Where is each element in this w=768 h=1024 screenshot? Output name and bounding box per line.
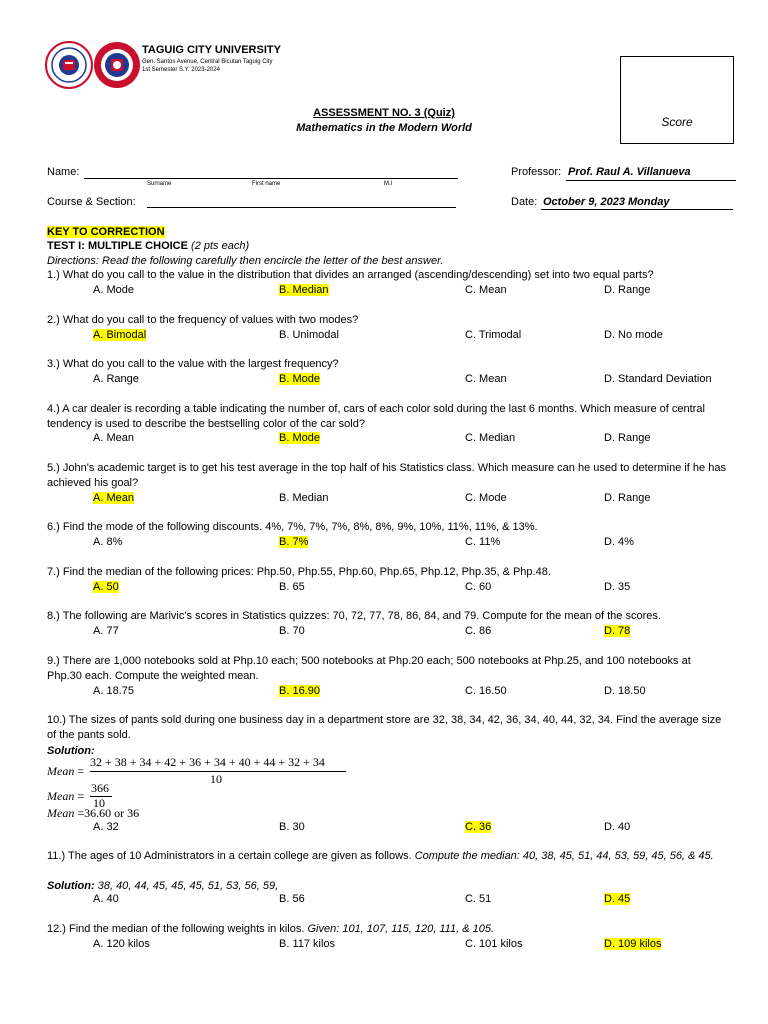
question-stem: 9.) There are 1,000 notebooks sold at Php.10 each; 500 notebooks at Php.20 each; 500 notebooks at Php.25, and 100 notebooks at Php.30 each. Compute the weighted mean. xyxy=(47,655,691,682)
option-c[interactable]: C. Mode xyxy=(465,492,507,504)
question-7-options xyxy=(0,581,768,595)
option-a[interactable]: A. 120 kilos xyxy=(93,938,150,950)
page-title: ASSESSMENT NO. 3 (Quiz) xyxy=(313,107,455,119)
option-a[interactable]: A. 40 xyxy=(93,893,119,905)
solution10-num2: 366 xyxy=(91,781,109,795)
option-a[interactable]: A. 8% xyxy=(93,536,123,548)
option-b[interactable]: B. Mode xyxy=(279,373,320,385)
option-b[interactable]: B. 30 xyxy=(279,821,305,833)
solution11-text: 38, 40, 44, 45, 45, 45, 51, 53, 56, 59, xyxy=(97,880,279,892)
page-subtitle: Mathematics in the Modern World xyxy=(296,122,472,134)
question-11-text xyxy=(47,849,727,864)
option-d[interactable]: D. 109 kilos xyxy=(604,938,662,950)
question-8-text xyxy=(47,609,727,624)
solution10-label: Solution: xyxy=(47,745,95,757)
question-11-options xyxy=(0,893,768,907)
question-3-text xyxy=(47,357,727,372)
header xyxy=(44,40,344,90)
question-12-text xyxy=(47,922,727,937)
name-field[interactable] xyxy=(84,178,458,179)
test-title: TEST I: MULTIPLE CHOICE xyxy=(47,240,188,252)
question-10-text xyxy=(47,713,727,743)
option-a[interactable]: A. 50 xyxy=(93,581,119,593)
option-b[interactable]: B. 65 xyxy=(279,581,305,593)
question-7-text xyxy=(47,565,727,580)
solution10-mean2 xyxy=(47,789,84,804)
option-b[interactable]: B. 117 kilos xyxy=(279,938,336,950)
option-c[interactable]: C. 60 xyxy=(465,581,492,593)
option-a[interactable]: A. Range xyxy=(93,373,139,385)
option-b[interactable]: B. 70 xyxy=(279,625,305,637)
option-c[interactable]: C. Trimodal xyxy=(465,329,522,341)
question-stem: 12.) Find the median of the following weights in kilos. xyxy=(47,923,305,935)
option-d[interactable]: D. 18.50 xyxy=(604,685,646,697)
option-a[interactable]: A. 32 xyxy=(93,821,119,833)
option-d[interactable]: D. 35 xyxy=(604,581,631,593)
option-a[interactable]: A. 18.75 xyxy=(93,685,134,697)
option-d[interactable]: D. 4% xyxy=(604,536,634,548)
option-a[interactable]: A. Mean xyxy=(93,432,134,444)
directions: Directions: Read the following carefully then encircle the letter of the best answer. xyxy=(47,255,444,267)
equals-sign: = xyxy=(77,764,85,778)
question-stem: 1.) What do you call to the value in the distribution that divides an arranged (ascending/descending) set into two equal parts? xyxy=(47,269,654,281)
question-stem: 4.) A car dealer is recording a table indicating the number of, cars of each color sold during the last 6 months. Which measure of central tendency is used to describe the bestselling color of the car sold? xyxy=(47,403,705,430)
question-1-text xyxy=(47,268,727,283)
question-stem: 11.) The ages of 10 Administrators in a certain college are given as follows. xyxy=(47,850,412,862)
solution10-mean1 xyxy=(47,764,84,779)
question-6-text xyxy=(47,520,727,535)
test-points: (2 pts each) xyxy=(191,240,250,252)
option-a[interactable]: A. 77 xyxy=(93,625,119,637)
option-b[interactable]: B. Unimodal xyxy=(279,329,339,341)
question-given: Compute the median: 40, 38, 45, 51, 44, 53, 59, 45, 56, & 45. xyxy=(414,850,714,862)
professor-value: Prof. Raul A. Villanueva xyxy=(568,166,691,178)
option-c[interactable]: C. 11% xyxy=(465,536,501,548)
option-d[interactable]: D. Range xyxy=(604,432,651,444)
mean-word: Mean xyxy=(47,764,75,778)
question-stem: 7.) Find the median of the following prices: Php.50, Php.55, Php.60, Php.65, Php.12, Php.35, & Php.48. xyxy=(47,566,551,578)
city-of-taguig-seal-icon xyxy=(44,40,94,90)
question-2-text xyxy=(47,313,727,328)
option-b[interactable]: B. Mode xyxy=(279,432,320,444)
solution10-denominator: 10 xyxy=(210,772,222,786)
tcu-seal-icon xyxy=(92,40,142,90)
name-label: Name: xyxy=(47,166,80,178)
university-name: TAGUIG CITY UNIVERSITY xyxy=(142,44,281,56)
option-a[interactable]: A. Bimodal xyxy=(93,329,147,341)
question-4-text xyxy=(47,402,727,432)
date-label: Date: xyxy=(511,196,538,208)
solution11-label: Solution: xyxy=(47,880,95,892)
date-field-line xyxy=(541,209,733,210)
mean-word-3: Mean xyxy=(47,806,75,820)
first-name-caption: First name xyxy=(252,181,281,187)
option-d[interactable]: D. Standard Deviation xyxy=(604,373,712,385)
mi-caption: M.I xyxy=(384,181,393,187)
question-6-options xyxy=(0,536,768,550)
question-stem: 3.) What do you call to the value with the largest frequency? xyxy=(47,358,339,370)
option-c[interactable]: C. 36 xyxy=(465,821,492,833)
question-10-options xyxy=(0,821,768,835)
question-stem: 5.) John's academic target is to get his test average in the top half of his Statistics class. Which measure can he used to determine if he has achieved his goal? xyxy=(47,462,726,489)
equals-sign-2: = xyxy=(77,789,85,803)
score-label: Score xyxy=(661,115,693,129)
question-1-options xyxy=(0,284,768,298)
question-stem: 2.) What do you call to the frequency of values with two modes? xyxy=(47,314,359,326)
option-a[interactable]: A. Mode xyxy=(93,284,134,296)
option-b[interactable]: B. Median xyxy=(279,492,329,504)
question-9-text xyxy=(47,654,727,684)
solution11 xyxy=(47,880,278,892)
option-c[interactable]: C. Mean xyxy=(465,373,507,385)
semester-label: 1st Semester S.Y. 2023-2024 xyxy=(142,67,220,73)
question-stem: 8.) The following are Marivic's scores in Statistics quizzes: 70, 72, 77, 78, 86, 84, and 79. Compute for the mean of the scores. xyxy=(47,610,661,622)
course-field[interactable] xyxy=(147,207,456,208)
result-value: 36.60 or 36 xyxy=(84,806,140,820)
option-c[interactable]: C. 51 xyxy=(465,893,492,905)
key-title: KEY TO CORRECTION xyxy=(47,226,165,238)
question-5-text xyxy=(47,461,727,491)
option-d[interactable]: D. No mode xyxy=(604,329,663,341)
question-8-options xyxy=(0,625,768,639)
solution10-den2: 10 xyxy=(93,796,105,810)
question-stem: 6.) Find the mode of the following discounts. 4%, 7%, 7%, 7%, 8%, 8%, 9%, 10%, 11%, 11%, & 13%. xyxy=(47,521,538,533)
question-given: Given: 101, 107, 115, 120, 111, & 105. xyxy=(307,923,495,935)
university-address: Gen. Santos Avenue, Central Bicutan Taguig City xyxy=(142,59,273,65)
test-heading xyxy=(47,240,249,252)
question-12-options xyxy=(0,938,768,952)
option-d[interactable]: D. 40 xyxy=(604,821,631,833)
question-3-options xyxy=(0,373,768,387)
option-b[interactable]: B. Median xyxy=(279,284,329,296)
option-a[interactable]: A. Mean xyxy=(93,492,134,504)
option-d[interactable]: D. Range xyxy=(604,284,651,296)
course-label: Course & Section: xyxy=(47,196,136,208)
equals-sign-3: = xyxy=(77,806,85,820)
question-4-options xyxy=(0,432,768,446)
option-c[interactable]: C. Median xyxy=(465,432,516,444)
solution10-numerator: 32 + 38 + 34 + 42 + 36 + 34 + 40 + 44 + 32 + 34 xyxy=(90,755,325,769)
professor-field-line xyxy=(566,180,736,181)
option-d[interactable]: D. Range xyxy=(604,492,651,504)
surname-caption: Surname xyxy=(147,181,172,187)
option-c[interactable]: C. 16.50 xyxy=(465,685,507,697)
solution10-result xyxy=(47,806,139,821)
option-c[interactable]: C. 86 xyxy=(465,625,492,637)
option-b[interactable]: B. 7% xyxy=(279,536,309,548)
option-c[interactable]: C. 101 kilos xyxy=(465,938,523,950)
option-d[interactable]: D. 45 xyxy=(604,893,631,905)
option-c[interactable]: C. Mean xyxy=(465,284,507,296)
question-stem: 10.) The sizes of pants sold during one business day in a department store are 32, 38, 34, 42, 36, 34, 40, 44, 32, 34. Find the average size of the pants sold. xyxy=(47,714,722,741)
date-value: October 9, 2023 Monday xyxy=(543,196,670,208)
question-9-options xyxy=(0,685,768,699)
mean-word-2: Mean xyxy=(47,789,75,803)
option-d[interactable]: D. 78 xyxy=(604,625,631,637)
option-b[interactable]: B. 56 xyxy=(279,893,305,905)
question-2-options xyxy=(0,329,768,343)
question-5-options xyxy=(0,492,768,506)
option-b[interactable]: B. 16.90 xyxy=(279,685,320,697)
professor-label: Professor: xyxy=(511,166,562,178)
